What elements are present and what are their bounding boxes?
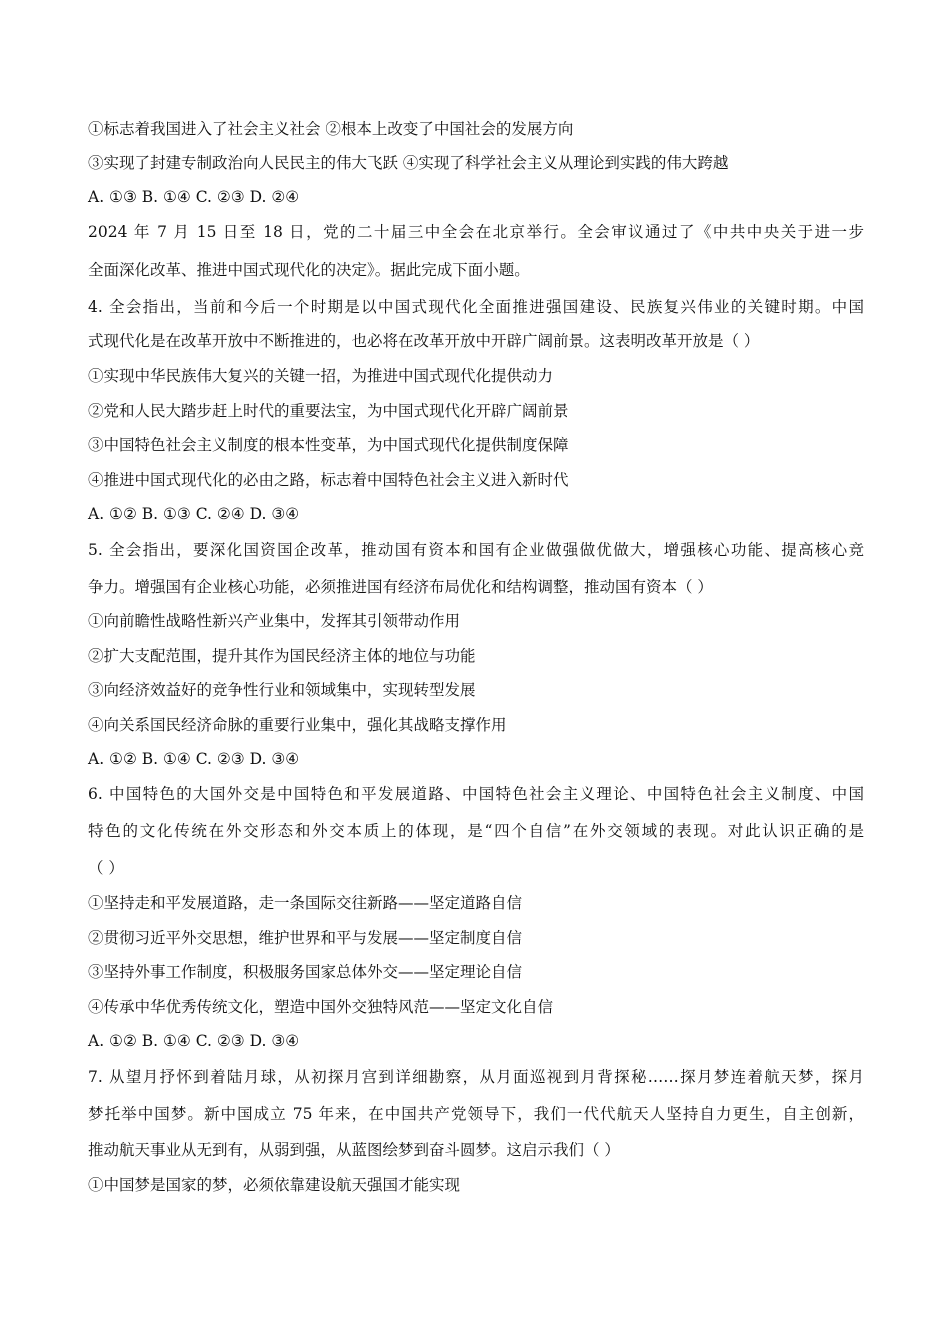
option-line: ②贯彻习近平外交思想，维护世界和平与发展——坚定制度自信 [88, 929, 523, 947]
option-line: ②党和人民大踏步赶上时代的重要法宝，为中国式现代化开辟广阔前景 [88, 402, 569, 420]
option-line: ③中国特色社会主义制度的根本性变革，为中国式现代化提供制度保障 [88, 436, 569, 454]
option-line: ①实现中华民族伟大复兴的关键一招，为推进中国式现代化提供动力 [88, 367, 554, 385]
question-7-stem: 推动航天事业从无到有，从弱到强，从蓝图绘梦到奋斗圆梦。这启示我们（ ） [88, 1141, 620, 1159]
option-line: ①中国梦是国家的梦，必须依靠建设航天强国才能实现 [88, 1176, 461, 1194]
passage-intro-line: 全面深化改革、推进中国式现代化的决定》。据此完成下面小题。 [88, 261, 530, 279]
option-line: ④推进中国式现代化的必由之路，标志着中国特色社会主义进入新时代 [88, 471, 569, 489]
answer-choices: A. ①② B. ①④ C. ②③ D. ③④ [88, 750, 300, 768]
option-line: ①坚持走和平发展道路，走一条国际交往新路——坚定道路自信 [88, 894, 523, 912]
option-line: ③实现了封建专制政治向人民民主的伟大飞跃 ④实现了科学社会主义从理论到实践的伟大跨越 [88, 154, 729, 172]
option-line: ③坚持外事工作制度，积极服务国家总体外交——坚定理论自信 [88, 963, 523, 981]
answer-choices: A. ①② B. ①④ C. ②③ D. ③④ [88, 1032, 300, 1050]
question-4-stem: 式现代化是在改革开放中不断推进的，也必将在改革开放中开辟广阔前景。这表明改革开放是（ ） [88, 332, 760, 350]
question-7-stem: 梦托举中国梦。新中国成立 75 年来，在中国共产党领导下，我们一代代航天人坚持自力更生，自主创新， [88, 1105, 864, 1123]
answer-choices: A. ①③ B. ①④ C. ②③ D. ②④ [88, 188, 300, 206]
question-5-stem: 争力。增强国有企业核心功能，必须推进国有经济布局优化和结构调整，推动国有资本（ ） [88, 578, 713, 596]
passage-intro-line: 2024 年 7 月 15 日至 18 日，党的二十届三中全会在北京举行。全会审议通过了《中共中央关于进一步 [88, 223, 864, 241]
option-line: ④向关系国民经济命脉的重要行业集中，强化其战略支撑作用 [88, 716, 507, 734]
question-6-stem: 特色的文化传统在外交形态和外交本质上的体现，是“四个自信”在外交领域的表现。对此认识正确的是 [88, 822, 864, 840]
question-7-stem: 7. 从望月抒怀到着陆月球，从初探月宫到详细勘察，从月面巡视到月背探秘……探月梦连着航天梦，探月 [88, 1068, 864, 1086]
option-line: ②扩大支配范围，提升其作为国民经济主体的地位与功能 [88, 647, 476, 665]
question-4-stem: 4. 全会指出，当前和今后一个时期是以中国式现代化全面推进强国建设、民族复兴伟业的关键时期。中国 [88, 298, 864, 316]
option-line: ①向前瞻性战略性新兴产业集中，发挥其引领带动作用 [88, 612, 461, 630]
question-6-stem: （ ） [88, 859, 124, 877]
option-line: ①标志着我国进入了社会主义社会 ②根本上改变了中国社会的发展方向 [88, 120, 574, 138]
option-line: ④传承中华优秀传统文化，塑造中国外交独特风范——坚定文化自信 [88, 998, 554, 1016]
question-5-stem: 5. 全会指出，要深化国资国企改革，推动国有资本和国有企业做强做优做大，增强核心功能、提高核心竞 [88, 541, 864, 559]
option-line: ③向经济效益好的竞争性行业和领域集中，实现转型发展 [88, 681, 476, 699]
answer-choices: A. ①② B. ①③ C. ②④ D. ③④ [88, 505, 300, 523]
question-6-stem: 6. 中国特色的大国外交是中国特色和平发展道路、中国特色社会主义理论、中国特色社会主义制度、中国 [88, 785, 864, 803]
